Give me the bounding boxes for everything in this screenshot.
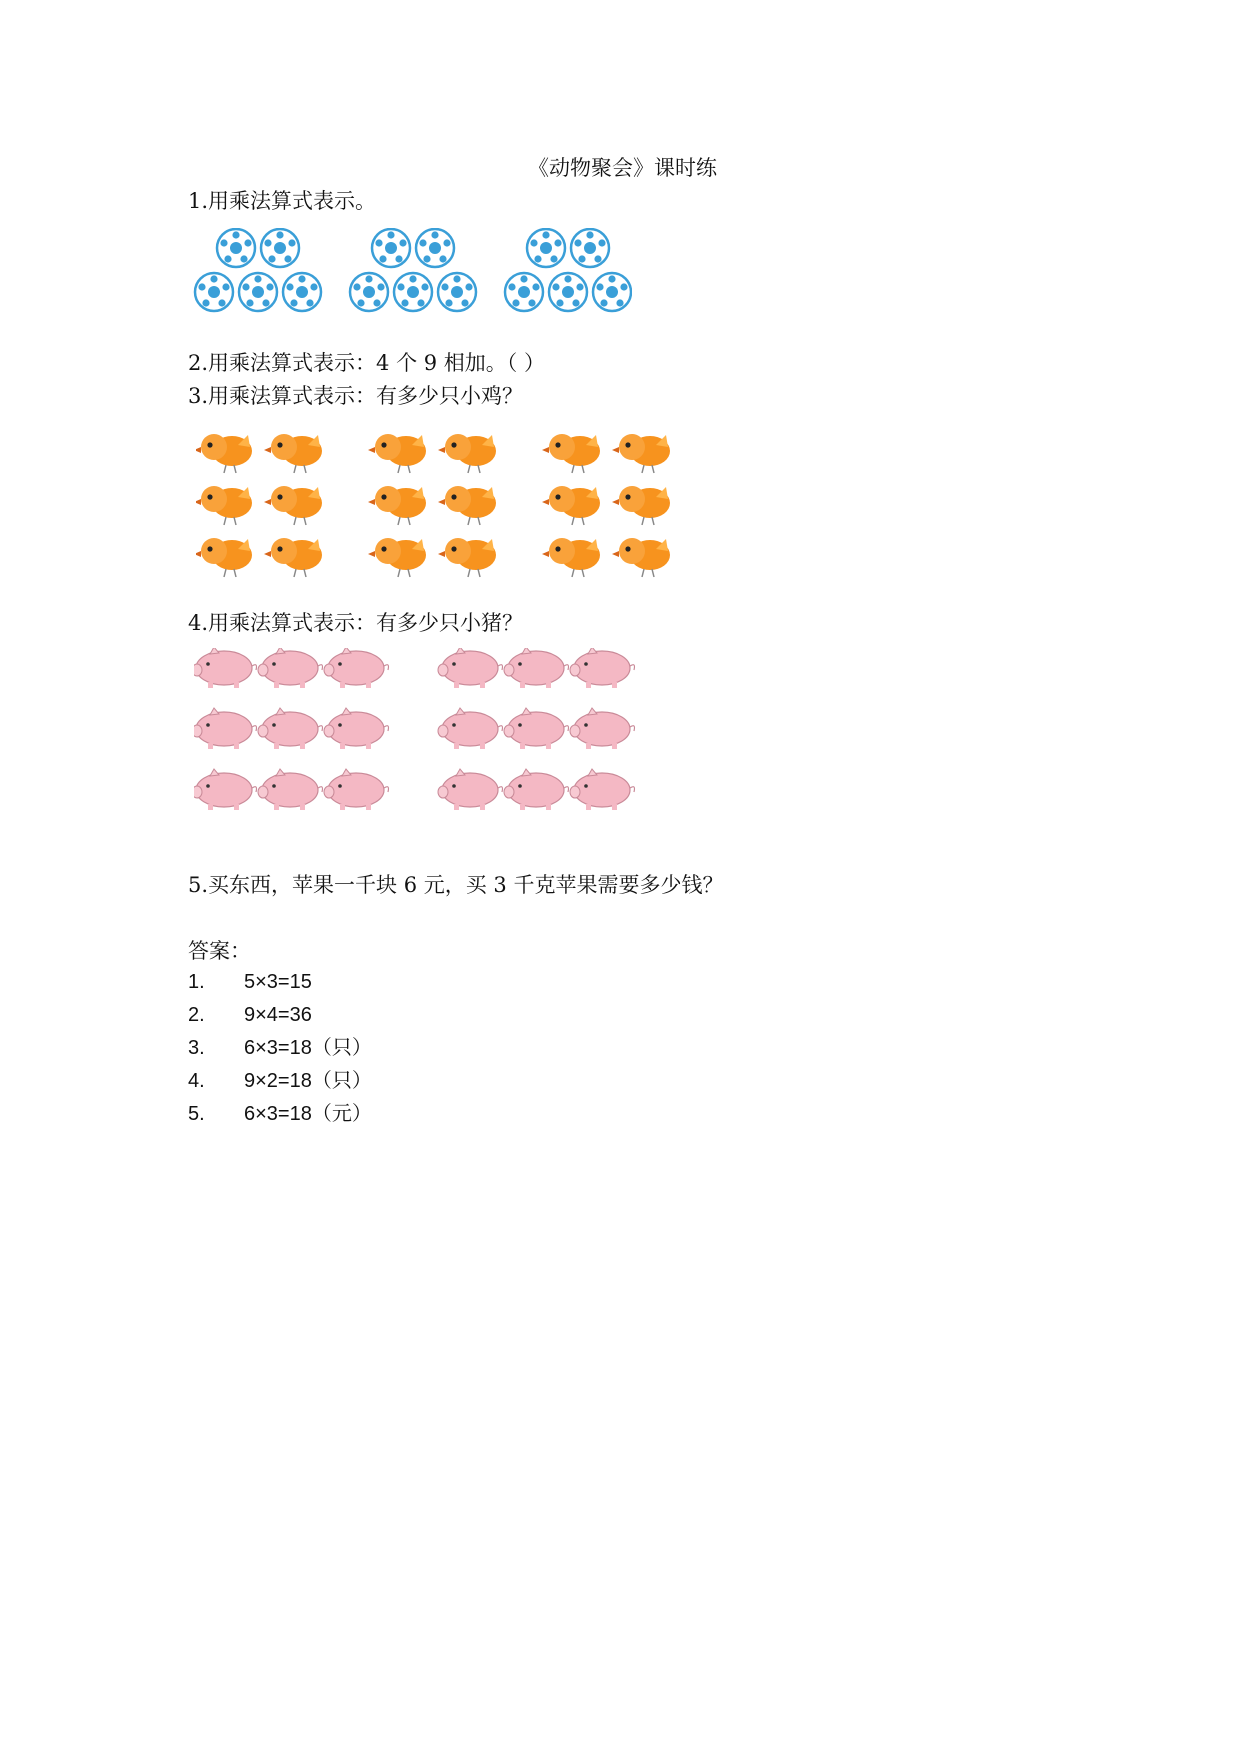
- answer-unit: （只）: [311, 1035, 372, 1059]
- answer-equation: 6×3=18: [244, 1037, 312, 1059]
- question-2: 2.用乘法算式表示：4 个 9 相加。（ ）: [188, 351, 545, 375]
- pig-icon: [570, 708, 635, 749]
- answer-equation: 5×3=15: [244, 971, 312, 993]
- answer-equation: 6×3=18: [244, 1103, 312, 1125]
- chicks-picture: [196, 425, 686, 590]
- chick-icon: [264, 538, 322, 577]
- pig-icon: [258, 769, 323, 810]
- answer-number: 4.: [188, 1070, 205, 1092]
- soccer-ball-icon: [571, 229, 609, 267]
- soccer-ball-icon: [195, 273, 233, 311]
- answer-2: [188, 1001, 312, 1028]
- chick-icon: [196, 538, 252, 577]
- answers-title: 答案：: [188, 939, 251, 963]
- answer-equation: 9×4=36: [244, 1004, 312, 1026]
- answer-5: [188, 1100, 372, 1127]
- soccer-ball-icon: [394, 273, 432, 311]
- pig-icon: [324, 769, 389, 810]
- soccer-ball-icon: [350, 273, 388, 311]
- page-title: 《动物聚会》课时练: [528, 156, 717, 180]
- soccer-balls-picture: [192, 228, 632, 318]
- soccer-ball-icon: [505, 273, 543, 311]
- chick-icon: [438, 486, 496, 525]
- answer-number: 5.: [188, 1103, 205, 1125]
- chick-icon: [542, 434, 600, 473]
- chick-icon: [264, 434, 322, 473]
- pig-icon: [504, 769, 569, 810]
- answer-equation: 9×2=18: [244, 1070, 312, 1092]
- chick-icon: [542, 486, 600, 525]
- answer-4: [188, 1067, 372, 1094]
- soccer-ball-icon: [527, 229, 565, 267]
- pig-icon: [438, 648, 503, 688]
- pig-icon: [438, 769, 503, 810]
- soccer-ball-icon: [438, 273, 476, 311]
- chick-icon: [438, 538, 496, 577]
- soccer-ball-icon: [261, 229, 299, 267]
- answer-number: 2.: [188, 1004, 205, 1026]
- pig-icon: [570, 769, 635, 810]
- soccer-ball-icon: [416, 229, 454, 267]
- pig-icon: [438, 708, 503, 749]
- pig-icon: [570, 648, 635, 688]
- soccer-ball-icon: [593, 273, 631, 311]
- question-5: 5.买东西，苹果一千块 6 元，买 3 千克苹果需要多少钱？: [188, 873, 724, 897]
- question-4: 4.用乘法算式表示：有多少只小猪？: [188, 611, 524, 635]
- pig-icon: [194, 708, 257, 749]
- chick-icon: [196, 486, 252, 525]
- chick-icon: [612, 538, 670, 577]
- question-1: 1.用乘法算式表示。: [188, 189, 377, 213]
- question-3: 3.用乘法算式表示：有多少只小鸡？: [188, 384, 524, 408]
- answer-number: 1.: [188, 971, 205, 993]
- answer-number: 3.: [188, 1037, 205, 1059]
- chick-icon: [438, 434, 496, 473]
- chick-icon: [368, 486, 426, 525]
- chick-icon: [196, 434, 252, 473]
- soccer-ball-icon: [239, 273, 277, 311]
- answer-unit: （元）: [311, 1101, 372, 1125]
- soccer-ball-icon: [372, 229, 410, 267]
- pig-icon: [504, 648, 569, 688]
- chick-icon: [368, 434, 426, 473]
- pig-icon: [324, 708, 389, 749]
- chick-icon: [612, 486, 670, 525]
- pig-icon: [258, 708, 323, 749]
- pigs-picture: [194, 648, 654, 818]
- chick-icon: [368, 538, 426, 577]
- pig-icon: [194, 648, 257, 688]
- pig-icon: [258, 648, 323, 688]
- chick-icon: [264, 486, 322, 525]
- soccer-ball-icon: [217, 229, 255, 267]
- pig-icon: [194, 769, 257, 810]
- answer-unit: （只）: [311, 1068, 372, 1092]
- chick-icon: [542, 538, 600, 577]
- soccer-ball-icon: [549, 273, 587, 311]
- pig-icon: [504, 708, 569, 749]
- soccer-ball-icon: [283, 273, 321, 311]
- answer-3: [188, 1034, 372, 1061]
- answer-1: [188, 968, 312, 995]
- pig-icon: [324, 648, 389, 688]
- chick-icon: [612, 434, 670, 473]
